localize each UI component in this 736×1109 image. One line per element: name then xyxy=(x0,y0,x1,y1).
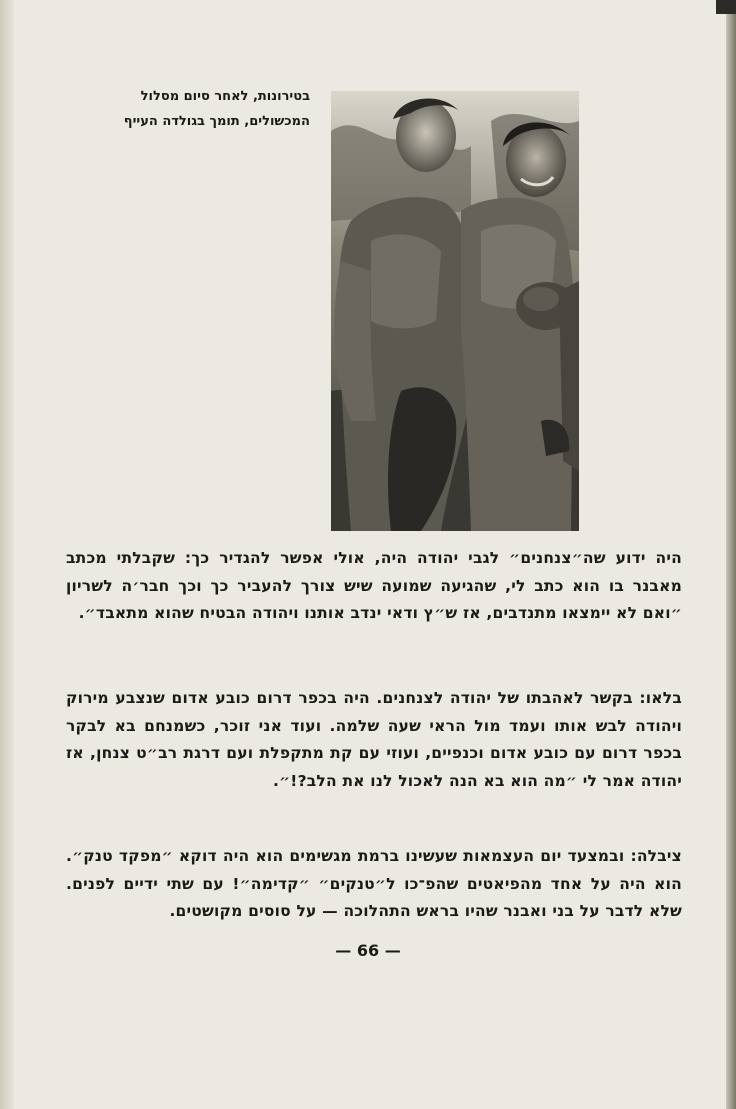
page-number: — 66 — xyxy=(335,941,401,960)
paragraph-3 xyxy=(66,843,682,926)
paragraph-1-text: היה ידוע שה״צנחנים״ לגבי יהודה היה, אולי אפשר להגדיר כך: שקבלתי מכתב מאבנר בו הוא כתב לי, שהגיעה שמועה שיש צורך להעביר כך וכך חבר׳ה לשריון ״ואם לא יימצאו מתנדבים, אז ש״ץ ודאי ינדב אותנו ויהודה הבטיח שהוא מתאבד״. xyxy=(66,549,682,622)
photo-caption-line-1: בטירונות, לאחר סיום מסלול xyxy=(140,89,310,104)
paragraph-2 xyxy=(66,685,682,795)
paragraph-3-speaker: ציבלה: xyxy=(630,847,682,865)
paragraph-2-speaker: בלאו: xyxy=(639,689,682,707)
photo-two-soldiers-icon xyxy=(331,91,579,531)
photo-caption-line-2: המכשולים, תומך בגולדה העייף xyxy=(123,114,310,129)
page-corner xyxy=(716,0,736,14)
photo-caption xyxy=(60,84,310,134)
paragraph-2-text: בקשר לאהבתו של יהודה לצנחנים. היה בכפר דרום כובע אדום שנצבע מירוק ויהודה לבש אותו ועמד מול הראי שעה שלמה. ועוד אני זוכר, כשמנחם בא לבקר בכפר דרום עם כובע אדום וכנפיים, ועוזי עם קת מתקפלת ועם דרגת רב״ט צנחן, אז יהודה אמר לי ״מה הוא בא הנה לאכול לנו את הלב?!״. xyxy=(66,689,682,790)
paragraph-3-text: ובמצעד יום העצמאות שעשינו ברמת מגשימים הוא היה דוקא ״מפקד טנק״. הוא היה על אחד מהפיאטים שהפ־כו ל״טנקים״ ״קדימה״! עם שתי ידיים לפנים. שלא לדבר על בני ואבנר שהיו בראש התהלוכה — על סוסים מקושטים. xyxy=(66,847,682,920)
paragraph-1 xyxy=(66,545,682,628)
photo-two-soldiers xyxy=(331,91,579,531)
